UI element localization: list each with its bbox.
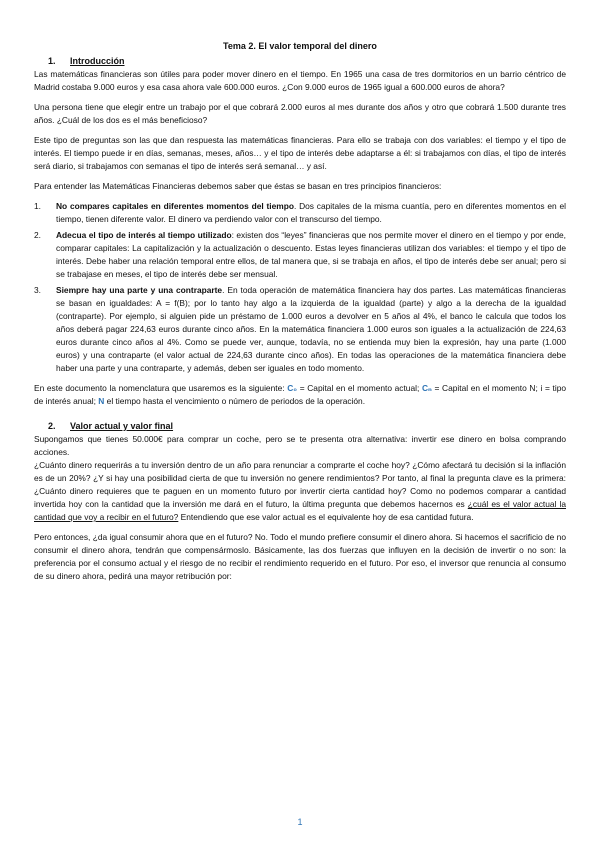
n-symbol: N — [98, 396, 105, 406]
page-number: 1 — [297, 817, 303, 827]
section-heading-introduccion: 1. Introducción — [48, 56, 125, 66]
principle-item: 3. Siempre hay una parte y una contraparte. En toda operación de matemática financiera hay dos partes. Las matemáticas financieras se basan en igualdades: A = f(B); por lo tanto hay algo a la izquierda de la igualdad (parte) y algo a la derecha de la igualdad (contraparte). Por ejemplo, si alguien pide un préstamo de 1.000 euros a devolver en 5 años al 4%, el banco le calcula que todos los años deberá pagar 224,63 euros durante cinco años. En la matemática financiera 1.000 euros son iguales a la actualización de 224,63 euros durante cinco años al 4%. Como se puede ver, aunque, todavía, no se entienda muy bien la expresión, hay una parte (1.000 euros) y una contraparte (el valor actual de 224,63 durante cinco años). En todas las operaciones de la matemática financiera debe haber una parte y una contraparte, y además, deben ser iguales en todo momento. — [34, 285, 566, 373]
section-heading-valor-actual: 2. Valor actual y valor final — [48, 421, 174, 431]
intro-paragraph-1: Las matemáticas financieras son útiles para poder mover dinero en el tiempo. En 1965 una casa de tres dormitorios en un barrio céntrico de Madrid costaba 9.000 euros y esa casa ahora vale 600.000 euros. ¿Con 9.000 euros de 1965 igual a 600.000 euros de ahora? — [34, 69, 566, 92]
key-question: ¿cuál es el valor actual la cantidad que voy a recibir en el futuro? — [34, 499, 566, 522]
principle-title: Adecua el tipo de interés al tiempo utilizado — [56, 230, 232, 240]
principle-text: . Dos capitales de la misma cuantía, pero en diferentes momentos en el tiempo, tienen diferente valor. El dinero va perdiendo valor con el transcurso del tiempo. — [56, 201, 566, 224]
principles-list — [34, 200, 566, 375]
cn-symbol: Cₙ — [421, 383, 432, 393]
principle-item: 1. No compares capitales en diferentes momentos del tiempo. Dos capitales de la misma cuantía, pero en diferentes momentos en el tiempo, tienen diferente valor. El dinero va perdiendo valor con el transcurso del tiempo. — [34, 201, 566, 224]
section2-paragraph-1: Supongamos que tienes 50.000€ para comprar un coche, pero se te presenta otra alternativa: invertir ese dinero en bolsa comprando acciones. — [34, 434, 566, 457]
section2-paragraph-3: Pero entonces, ¿da igual consumir ahora que en el futuro? No. Todo el mundo prefiere consumir el dinero ahora. Si hacemos el sacrificio de no consumir el dinero ahora, tendrán que compensármoslo. Básicamente, las dos fuerzas que influyen en la decisión de invertir o no son: la preferencia por el consumo actual y el riesgo de no recibir el rendimiento requerido en el futuro. Por eso, el inversor que renuncia al consumo de su dinero ahora, pedirá una mayor retribución por: — [34, 532, 566, 581]
document-page — [34, 40, 566, 590]
principle-item: 2. Adecua el tipo de interés al tiempo utilizado: existen dos “leyes” financieras que nos permite mover el dinero en el tiempo y por ende, comparar capitales: La capitalización y la actualización o descuento. Estas leyes financieras utilizan dos variables: el tiempo y el tipo de interés. Debe haber una relación temporal entre ellos, de tal manera que, si se trabaja en años, el tipo de interés debe ser anual; pero si se trabajase en meses, el tipo de interés debe ser mensual. — [34, 230, 566, 279]
principle-text: : existen dos “leyes” financieras que nos permite mover el dinero en el tiempo y por ende, comparar capitales: La capitalización y la actualización o descuento. Estas leyes financieras utilizan dos variables: el tiempo y el tipo de interés. Debe haber una relación temporal entre ellos, de tal manera que, si se trabaja en años, el tipo de interés debe ser anual; pero si se trabajase en meses, el tipo de interés debe ser mensual. — [56, 230, 566, 279]
c0-symbol: C₀ — [287, 383, 298, 393]
intro-paragraph-3: Este tipo de preguntas son las que dan respuesta las matemáticas financieras. Para ello se trabaja con dos variables: el tiempo y el tipo de interés. El tiempo puede ir en días, semanas, meses, años… y el tipo de interés debe adaptarse a él: si trabajamos con días, el tipo de interés será diario, si trabajamos con semanas el tipo de interés será semanal… y así. — [34, 135, 566, 171]
nomenclature-paragraph: En este documento la nomenclatura que usaremos es la siguiente: C₀ = Capital en el momento actual; Cₙ = Capital en el momento N; i = tipo de interés anual; N el tiempo hasta el vencimiento o número de periodos de la operación. — [34, 383, 567, 406]
principle-title: Siempre hay una parte y una contraparte — [56, 285, 223, 295]
document-title: Tema 2. El valor temporal del dinero — [223, 41, 377, 51]
principle-text: . En toda operación de matemática financiera hay dos partes. Las matemáticas financieras se basan en igualdades: A = f(B); por lo tanto hay algo a la izquierda de la igualdad (parte) y algo a la derecha de la igualdad (contraparte). Por ejemplo, si alguien pide un préstamo de 1.000 euros a devolver en 5 años al 4%, el banco le calcula que todos los años deberá pagar 224,63 euros durante cinco años. En la matemática financiera 1.000 euros son iguales a la actualización de 224,63 euros durante cinco años al 4%. Como se puede ver, aunque, todavía, no se entienda muy bien la expresión, hay una parte (1.000 euros) y una contraparte (el valor actual de 224,63 durante cinco años). En todas las operaciones de la matemática financiera debe haber una parte y una contraparte, y además, deben ser iguales en todo momento. — [56, 285, 566, 373]
intro-paragraph-4: Para entender las Matemáticas Financieras debemos saber que éstas se basan en tres principios financieros: — [34, 181, 442, 191]
section2-paragraph-2: ¿Cuánto dinero requerirás a tu inversión dentro de un año para renunciar a comprarte el coche hoy? ¿Cómo afectará tu decisión si la inflación es de un 20%? ¿Y si hay una posibilidad cierta de que tu inversión no genere rendimientos? Por tanto, al final la pregunta clave es la primera: ¿Cuánto dinero requieres que te paguen en un momento futuro por invertir cierta cantidad hoy? Como no podemos comparar a cantidad invertida hoy con la cantidad que la inversión me dará en el futuro, la última pregunta que debemos hacernos es ¿cuál es el valor actual la cantidad que voy a recibir en el futuro? Entendiendo que ese valor actual es el equivalente hoy de esa cantidad futura. — [34, 460, 566, 522]
principle-title: No compares capitales en diferentes momentos del tiempo — [56, 201, 294, 211]
intro-paragraph-2: Una persona tiene que elegir entre un trabajo por el que cobrará 2.000 euros al mes durante dos años y otro que cobrará 1.500 durante tres años. ¿Cuál de los dos es el más beneficioso? — [34, 102, 566, 125]
